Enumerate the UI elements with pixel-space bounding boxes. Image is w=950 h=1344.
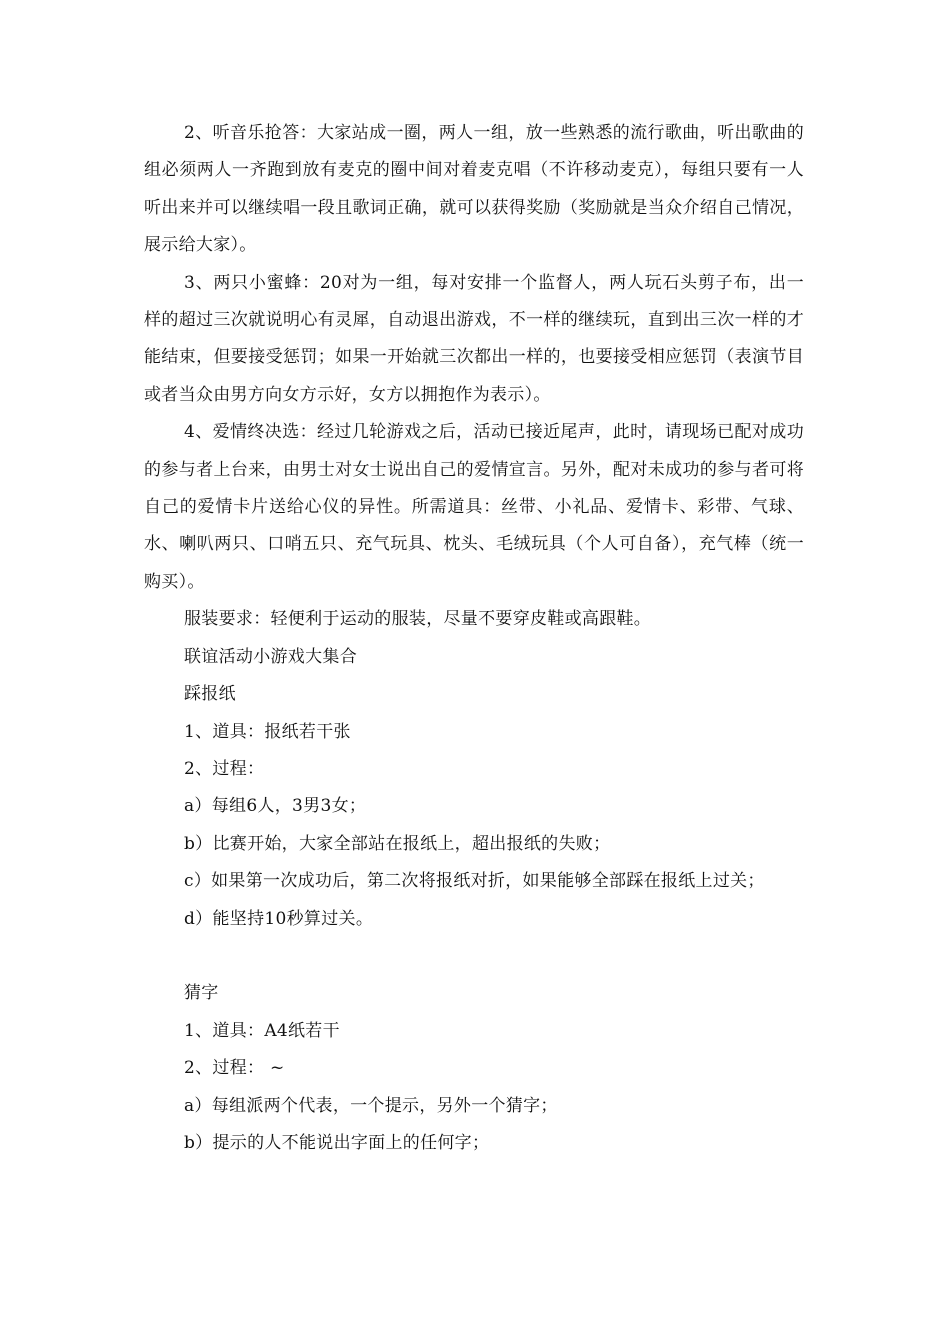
paragraph-love-final: 4、爱情终决选：经过几轮游戏之后，活动已接近尾声，此时，请现场已配对成功的参与者上台来，由男士对女士说出自己的爱情宣言。另外，配对未成功的参与者可将自己的爱情卡片送给心仪的异性。所需道具：丝带、小礼品、爱情卡、彩带、气球、水、喇叭两只、口哨五只、充气玩具、枕头、毛绒玩具（个人可自备），充气棒（统一购买）。 <box>144 422 804 592</box>
section-heading-games: 联谊活动小游戏大集合 <box>184 646 357 667</box>
list-item: a）每组派两个代表，一个提示，另外一个猜字； <box>184 1095 558 1116</box>
list-item: d）能坚持10秒算过关。 <box>184 908 374 929</box>
paragraph-music-quiz: 2、听音乐抢答：大家站成一圈，两人一组，放一些熟悉的流行歌曲，听出歌曲的组必须两人一齐跑到放有麦克的圈中间对着麦克唱（不许移动麦克），每组只要有一人听出来并可以继续唱一段且歌词正确，就可以获得奖励（奖励就是当众介绍自己情况，展示给大家）。 <box>144 123 804 256</box>
game-title-guess-word: 猜字 <box>184 983 219 1004</box>
list-item: 1、道具：报纸若干张 <box>184 721 351 742</box>
list-item: 2、过程： <box>184 758 265 779</box>
list-item: 1、道具：A4纸若干 <box>184 1020 340 1041</box>
blank-line <box>144 938 804 975</box>
list-item: c）如果第一次成功后，第二次将报纸对折，如果能够全部踩在报纸上过关； <box>184 871 765 892</box>
text-line-dress-code: 服装要求：轻便利于运动的服装，尽量不要穿皮鞋或高跟鞋。 <box>184 609 652 630</box>
document-body <box>144 115 804 1162</box>
list-item: b）比赛开始，大家全部站在报纸上，超出报纸的失败； <box>184 833 611 854</box>
game-title-newspaper: 踩报纸 <box>184 684 236 705</box>
list-item: a）每组6人，3男3女； <box>184 796 367 817</box>
paragraph-two-bees: 3、两只小蜜蜂：20对为一组，每对安排一个监督人，两人玩石头剪子布，出一样的超过三次就说明心有灵犀，自动退出游戏，不一样的继续玩，直到出三次一样的才能结束，但要接受惩罚；如果一开始就三次都出一样的，也要接受相应惩罚（表演节目或者当众由男方向女方示好，女方以拥抱作为表示）。 <box>144 272 804 405</box>
list-item: 2、过程： ~ <box>184 1058 285 1079</box>
list-item: b）提示的人不能说出字面上的任何字； <box>184 1132 490 1153</box>
